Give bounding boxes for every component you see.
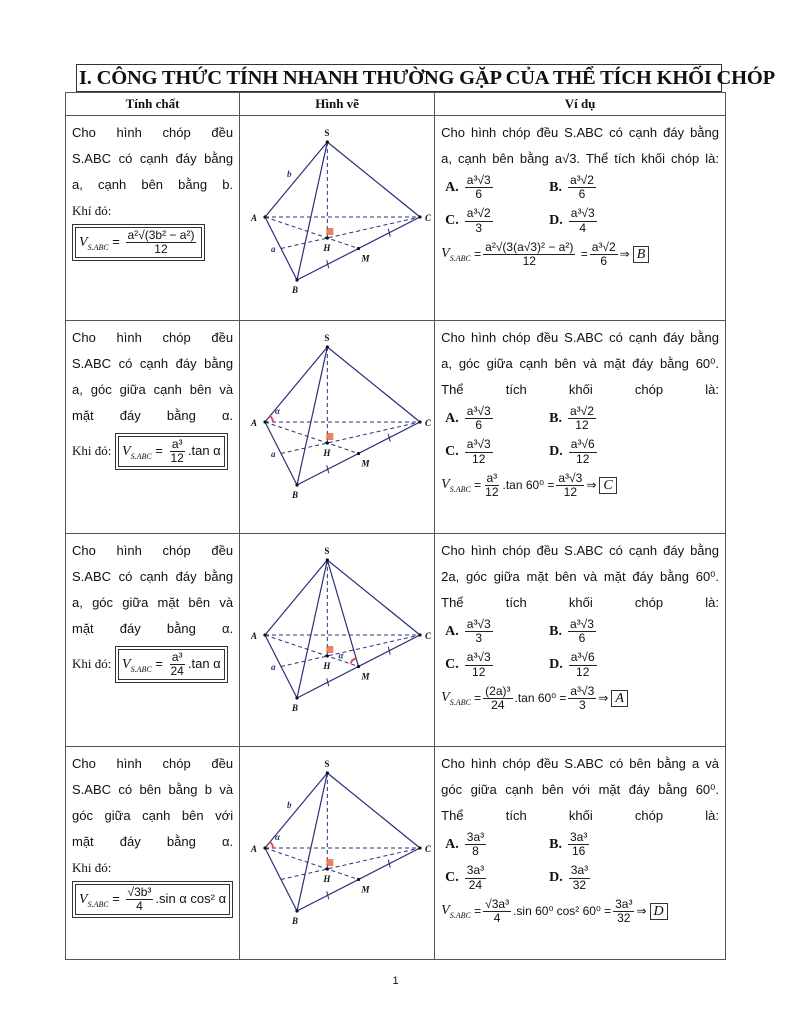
answer-option <box>549 438 679 465</box>
example-cell <box>435 534 725 712</box>
then-label: Khi đó: <box>72 860 112 875</box>
edge-SC <box>327 142 420 217</box>
property-text-line: a, góc giữa cạnh bên và <box>72 382 234 397</box>
vertex-label: A <box>250 844 257 854</box>
vertex-dot <box>357 878 360 881</box>
solution-fraction <box>483 685 512 712</box>
denominator: 12 <box>472 664 486 679</box>
property-cell <box>66 116 239 261</box>
vertex-label: M <box>361 458 370 469</box>
implies-arrow: ⇒ <box>619 246 630 261</box>
vertex-dot <box>263 633 266 636</box>
denominator: 16 <box>571 844 586 859</box>
vertex-label: C <box>424 844 431 854</box>
numerator: a³√3 <box>569 617 594 631</box>
denominator: 12 <box>576 664 590 679</box>
page-title: I. CÔNG THỨC TÍNH NHANH THƯỜNG GẶP CỦA THỂ TÍCH KHỐI CHÓP <box>76 64 722 92</box>
implies-arrow: ⇒ <box>636 903 647 918</box>
option-fraction <box>465 438 493 465</box>
example-cell <box>435 321 725 499</box>
denominator: 4 <box>579 220 587 235</box>
formula-fraction <box>126 886 154 913</box>
then-label: Khi đó: <box>72 443 112 459</box>
example-cell <box>435 116 725 268</box>
vertex-dot <box>263 215 266 218</box>
formula-tail: .sin α cos² α <box>155 891 227 907</box>
numerator: 3a³ <box>615 896 633 911</box>
implies-arrow: ⇒ <box>586 477 597 492</box>
numerator: (2a)³ <box>485 683 511 698</box>
option-fraction <box>569 207 597 234</box>
property-text-line: a, cạnh bên bằng b. <box>72 177 234 192</box>
numerator: a³ <box>171 650 183 664</box>
formula-box: $V_{S.ABC}$ = $\frac{\text{a²√(3b² − a²)}}{12}$ <box>72 224 205 261</box>
table-row <box>66 116 726 321</box>
edge-SA <box>265 142 327 217</box>
denominator: 12 <box>472 451 486 466</box>
answer-options <box>445 618 719 679</box>
option-label: C. <box>445 870 459 886</box>
table-row <box>66 747 726 960</box>
vertex-dot <box>295 483 298 486</box>
option-label: B. <box>549 623 562 639</box>
property-text-line: Cho hình chóp đều <box>72 125 234 140</box>
answer-option <box>549 831 679 858</box>
option-fraction <box>569 438 597 465</box>
solution-middle: .tan 60⁰ <box>514 690 557 705</box>
property-text-line: mặt đáy bằng α. <box>72 408 234 423</box>
example-text-line: 2a, góc giữa mặt bên và mặt đáy bằng 60⁰. <box>441 569 719 584</box>
denominator: 6 <box>578 631 586 646</box>
answer-options <box>445 831 719 892</box>
vertex-label: M <box>361 671 370 682</box>
example-text-line: a, cạnh bên bằng a√3. Thể tích khối chóp là: <box>441 151 719 166</box>
numerator: √3b³ <box>127 885 152 899</box>
numerator: a³√3 <box>570 683 595 698</box>
page-number: 1 <box>392 975 399 987</box>
option-fraction <box>568 174 596 201</box>
answer-option <box>445 438 549 465</box>
numerator: a²√(3b² − a²) <box>127 228 195 242</box>
vertex-label: C <box>424 213 431 223</box>
option-fraction <box>568 618 596 645</box>
angle-mark <box>350 659 355 664</box>
vertex-dot <box>357 247 360 250</box>
denominator: 3 <box>578 697 586 712</box>
then-label: Khí đó: <box>72 203 112 218</box>
volume-symbol: $V_{S.ABC}$ <box>79 892 109 909</box>
denominator: 3 <box>475 220 483 235</box>
example-text-line: Cho hình chóp đều S.ABC có cạnh đáy bằng <box>441 125 719 140</box>
vertex-label: M <box>361 884 370 895</box>
numerator: a³√3 <box>570 206 595 221</box>
option-label: D. <box>549 444 563 460</box>
edge-SB <box>297 142 327 280</box>
solution-line: $V_{S.ABC}$ = $\frac{\text{√3a³}}{4}$ .sin 60⁰ cos² 60⁰ = $\frac{\text{3a³}}{32}$ ⇒ D <box>441 898 719 925</box>
option-label: D. <box>549 213 563 229</box>
denominator: 12 <box>575 418 589 433</box>
formula-fraction <box>169 651 186 678</box>
vertex-dot <box>325 345 328 348</box>
option-label: D. <box>549 657 563 673</box>
vertex-label: H <box>322 874 330 884</box>
answer-box: D <box>650 903 668 920</box>
denominator: 6 <box>475 187 483 202</box>
option-label: C. <box>445 444 459 460</box>
formula-box: $V_{S.ABC}$ = $\frac{\text{a³}}{12}$ .tan α <box>115 433 228 470</box>
example-text-line: góc giữa cạnh bên với mặt đáy bằng 60⁰. <box>441 782 719 797</box>
solution-fraction <box>483 241 575 268</box>
table-row <box>66 321 726 534</box>
numerator: a³√2 <box>466 206 491 221</box>
example-text-line: Thể tích khối chóp là: <box>441 382 719 397</box>
vertex-label: B <box>291 703 298 713</box>
denominator: 6 <box>600 253 608 268</box>
numerator: √3a³ <box>485 896 510 911</box>
numerator: a³ <box>486 470 498 485</box>
solution-line: $V_{S.ABC}$ = $\frac{\text{a³}}{12}$ .tan 60⁰ = $\frac{\text{a³√3}}{12}$ ⇒ C <box>441 472 719 499</box>
then-label: Khi đó: <box>72 656 112 672</box>
answer-option <box>549 207 679 234</box>
table-row <box>66 534 726 747</box>
option-fraction <box>465 864 486 891</box>
median-CN <box>281 217 420 249</box>
option-label: B. <box>549 836 562 852</box>
denominator: 24 <box>170 664 184 679</box>
vertex-dot <box>357 665 360 668</box>
numerator: a³√3 <box>466 404 491 418</box>
denominator: 32 <box>572 877 587 892</box>
option-fraction <box>568 831 589 858</box>
property-cell <box>66 747 239 918</box>
pyramid-figure <box>245 540 430 720</box>
solution-result-fraction <box>556 472 584 499</box>
vertex-label: a <box>270 662 276 672</box>
vertex-label: M <box>361 253 370 264</box>
vertex-label: C <box>424 631 431 641</box>
formula-table <box>65 92 726 960</box>
property-cell <box>66 534 239 683</box>
solution-fraction <box>483 472 500 499</box>
answer-options <box>445 405 719 466</box>
answer-option <box>445 207 549 234</box>
solution-line: $V_{S.ABC}$ = $\frac{\text{a²√(3(a√3)² − a²)}}{12}$ = $\frac{\text{a³√2}}{6}$ ⇒ B <box>441 241 719 268</box>
vertex-dot <box>325 140 328 143</box>
right-angle-mark <box>326 646 333 653</box>
numerator: a³√3 <box>466 617 491 631</box>
numerator: a²√(3(a√3)² − a²) <box>485 239 574 254</box>
vertex-label: A <box>250 418 257 428</box>
angle-mark <box>270 416 273 422</box>
denominator: 12 <box>154 242 168 257</box>
option-label: A. <box>445 623 459 639</box>
formula-box: $V_{S.ABC}$ = $\frac{\text{√3b³}}{4}$ .sin α cos² α <box>72 881 233 918</box>
solution-middle: .sin 60⁰ cos² 60⁰ <box>513 903 601 918</box>
example-text-line: Thể tích khối chóp là: <box>441 808 719 823</box>
property-text-line: Cho hình chóp đều <box>72 543 234 558</box>
answer-option <box>549 405 679 432</box>
option-label: C. <box>445 657 459 673</box>
vertex-dot <box>325 558 328 561</box>
vertex-dot <box>295 278 298 281</box>
vertex-label: H <box>322 661 330 671</box>
vertex-label: a <box>270 449 276 459</box>
numerator: a³√2 <box>569 404 594 418</box>
property-text-line: góc giữa cạnh bên với <box>72 808 234 823</box>
denominator: 4 <box>136 899 143 914</box>
example-text-line: a, góc giữa cạnh bên và mặt đáy bằng 60⁰. <box>441 356 719 371</box>
example-text-line: Thể tích khối chóp là: <box>441 595 719 610</box>
vertex-dot <box>295 909 298 912</box>
volume-symbol: $V_{S.ABC}$ <box>441 689 471 707</box>
property-text-line: mặt đáy bằng α. <box>72 621 234 636</box>
formula-tail: .tan α <box>187 656 221 672</box>
solution-fraction <box>483 898 511 925</box>
answer-option <box>445 174 549 201</box>
vertex-label: S <box>323 546 329 556</box>
property-text-line: Cho hình chóp đều <box>72 756 234 771</box>
property-cell <box>66 321 239 470</box>
numerator: 3a³ <box>466 863 485 878</box>
answer-option <box>445 405 549 432</box>
solution-line: $V_{S.ABC}$ = $\frac{\text{(2a)³}}{24}$ .tan 60⁰ = $\frac{\text{a³√3}}{3}$ ⇒ A <box>441 685 719 712</box>
median-CN <box>281 422 420 454</box>
solution-result-fraction <box>590 241 618 268</box>
answer-option <box>549 618 679 645</box>
answer-option <box>549 864 679 891</box>
numerator: a³√3 <box>466 437 491 452</box>
answer-box: C <box>599 477 616 494</box>
vertex-dot <box>263 420 266 423</box>
option-fraction <box>465 618 493 645</box>
option-label: B. <box>549 410 562 426</box>
option-fraction <box>568 405 596 432</box>
edge-SA <box>265 560 327 635</box>
denominator: 6 <box>475 418 483 433</box>
edge-SB <box>297 347 327 485</box>
numerator: 3a³ <box>466 830 485 844</box>
property-text-line: mặt đáy bằng α. <box>72 834 234 849</box>
vertex-label: α <box>274 832 280 842</box>
denominator: 24 <box>491 697 505 712</box>
edge-SC <box>327 347 420 422</box>
pyramid-figure <box>245 753 430 933</box>
denominator: 12 <box>170 451 184 466</box>
formula-fraction <box>169 438 186 465</box>
property-text-line: S.ABC có cạnh đáy bằng <box>72 569 234 584</box>
volume-symbol: $V_{S.ABC}$ <box>441 245 471 263</box>
option-fraction <box>465 405 493 432</box>
solution-result-fraction <box>568 685 596 712</box>
vertex-dot <box>325 654 328 657</box>
vertex-label: C <box>424 418 431 428</box>
option-label: A. <box>445 410 459 426</box>
denominator: 12 <box>576 451 590 466</box>
answer-option <box>549 651 679 678</box>
solution-result-fraction <box>613 898 634 925</box>
answer-box: B <box>633 246 650 263</box>
numerator: 3a³ <box>569 830 588 844</box>
option-fraction <box>465 831 486 858</box>
numerator: a³√3 <box>466 650 491 665</box>
denominator: 32 <box>617 910 631 925</box>
property-text-line: S.ABC có bên bằng b và <box>72 782 234 797</box>
vertex-dot <box>263 846 266 849</box>
option-label: A. <box>445 179 459 195</box>
column-header-example: Ví dụ <box>435 93 726 116</box>
example-text-line: Cho hình chóp đều S.ABC có cạnh đáy bằng <box>441 330 719 345</box>
numerator: a³√6 <box>570 437 595 452</box>
denominator: 8 <box>472 844 479 859</box>
option-fraction <box>465 651 493 678</box>
pyramid-figure <box>245 327 430 507</box>
right-angle-mark <box>326 433 333 440</box>
formula-box: $V_{S.ABC}$ = $\frac{\text{a³}}{24}$ .tan α <box>115 646 228 683</box>
vertex-dot <box>418 420 421 423</box>
numerator: a³√6 <box>570 650 595 665</box>
solution-middle: .tan 60⁰ <box>502 477 545 492</box>
vertex-label: S <box>323 333 329 343</box>
table-header-row <box>66 93 726 116</box>
vertex-label: B <box>291 285 298 295</box>
column-header-figure: Hình vẽ <box>240 93 435 116</box>
answer-option <box>445 831 549 858</box>
option-label: C. <box>445 213 459 229</box>
formula-fraction <box>126 229 197 256</box>
right-angle-mark <box>326 859 333 866</box>
option-label: A. <box>445 836 459 852</box>
denominator: 6 <box>578 187 586 202</box>
vertex-label: a <box>270 244 276 254</box>
vertex-dot <box>295 696 298 699</box>
vertex-label: A <box>250 631 257 641</box>
option-fraction <box>465 207 493 234</box>
property-text-line: a, góc giữa mặt bên và <box>72 595 234 610</box>
volume-symbol: $V_{S.ABC}$ <box>79 235 109 252</box>
denominator: 3 <box>475 631 483 646</box>
volume-symbol: $V_{S.ABC}$ <box>441 476 471 494</box>
formula-tail: .tan α <box>187 443 221 459</box>
volume-symbol: $V_{S.ABC}$ <box>122 444 152 461</box>
numerator: a³√2 <box>591 239 616 254</box>
option-fraction <box>569 651 597 678</box>
vertex-label: b <box>286 800 292 810</box>
property-text-line: S.ABC có cạnh đáy bằng <box>72 151 234 166</box>
denominator: 4 <box>493 910 501 925</box>
option-fraction <box>569 864 590 891</box>
vertex-dot <box>325 236 328 239</box>
vertex-dot <box>418 846 421 849</box>
edge-SB <box>297 773 327 911</box>
median-CN <box>281 848 420 880</box>
column-header-property: Tính chất <box>66 93 240 116</box>
vertex-label: b <box>286 169 292 179</box>
volume-symbol: $V_{S.ABC}$ <box>122 657 152 674</box>
vertex-dot <box>325 441 328 444</box>
answer-option <box>549 174 679 201</box>
vertex-label: H <box>322 448 330 458</box>
vertex-label: B <box>291 490 298 500</box>
numerator: a³√3 <box>558 470 583 485</box>
numerator: a³ <box>171 437 183 451</box>
property-text-line: Cho hình chóp đều <box>72 330 234 345</box>
numerator: a³√2 <box>569 173 594 187</box>
denominator: 12 <box>522 253 536 268</box>
implies-arrow: ⇒ <box>598 690 609 705</box>
vertex-label: H <box>322 243 330 253</box>
numerator: 3a³ <box>570 863 589 878</box>
vertex-dot <box>325 771 328 774</box>
pyramid-figure <box>245 122 430 302</box>
answer-options <box>445 174 719 235</box>
option-label: B. <box>549 179 562 195</box>
property-text-line: S.ABC có cạnh đáy bằng <box>72 356 234 371</box>
answer-option <box>445 864 549 891</box>
vertex-dot <box>357 452 360 455</box>
edge-SC <box>327 560 420 635</box>
vertex-label: A <box>250 213 257 223</box>
denominator: 12 <box>563 484 578 499</box>
denominator: 24 <box>468 877 483 892</box>
example-cell <box>435 747 725 925</box>
vertex-dot <box>325 867 328 870</box>
example-text-line: Cho hình chóp đều S.ABC có bên bằng a và <box>441 756 719 771</box>
vertex-label: S <box>323 128 329 138</box>
angle-mark <box>270 842 273 848</box>
vertex-dot <box>418 633 421 636</box>
denominator: 12 <box>485 484 499 499</box>
vertex-label: B <box>291 916 298 926</box>
example-text-line: Cho hình chóp đều S.ABC có cạnh đáy bằng <box>441 543 719 558</box>
vertex-label: α <box>274 406 280 416</box>
edge-SB <box>297 560 327 698</box>
right-angle-mark <box>326 228 333 235</box>
vertex-label: S <box>323 759 329 769</box>
option-fraction <box>465 174 493 201</box>
answer-option <box>445 651 549 678</box>
answer-option <box>445 618 549 645</box>
edge-SC <box>327 773 420 848</box>
answer-box: A <box>611 690 628 707</box>
vertex-dot <box>418 215 421 218</box>
option-label: D. <box>549 870 563 886</box>
vertex-label: α <box>338 650 344 661</box>
volume-symbol: $V_{S.ABC}$ <box>441 902 471 920</box>
numerator: a³√3 <box>466 173 491 187</box>
